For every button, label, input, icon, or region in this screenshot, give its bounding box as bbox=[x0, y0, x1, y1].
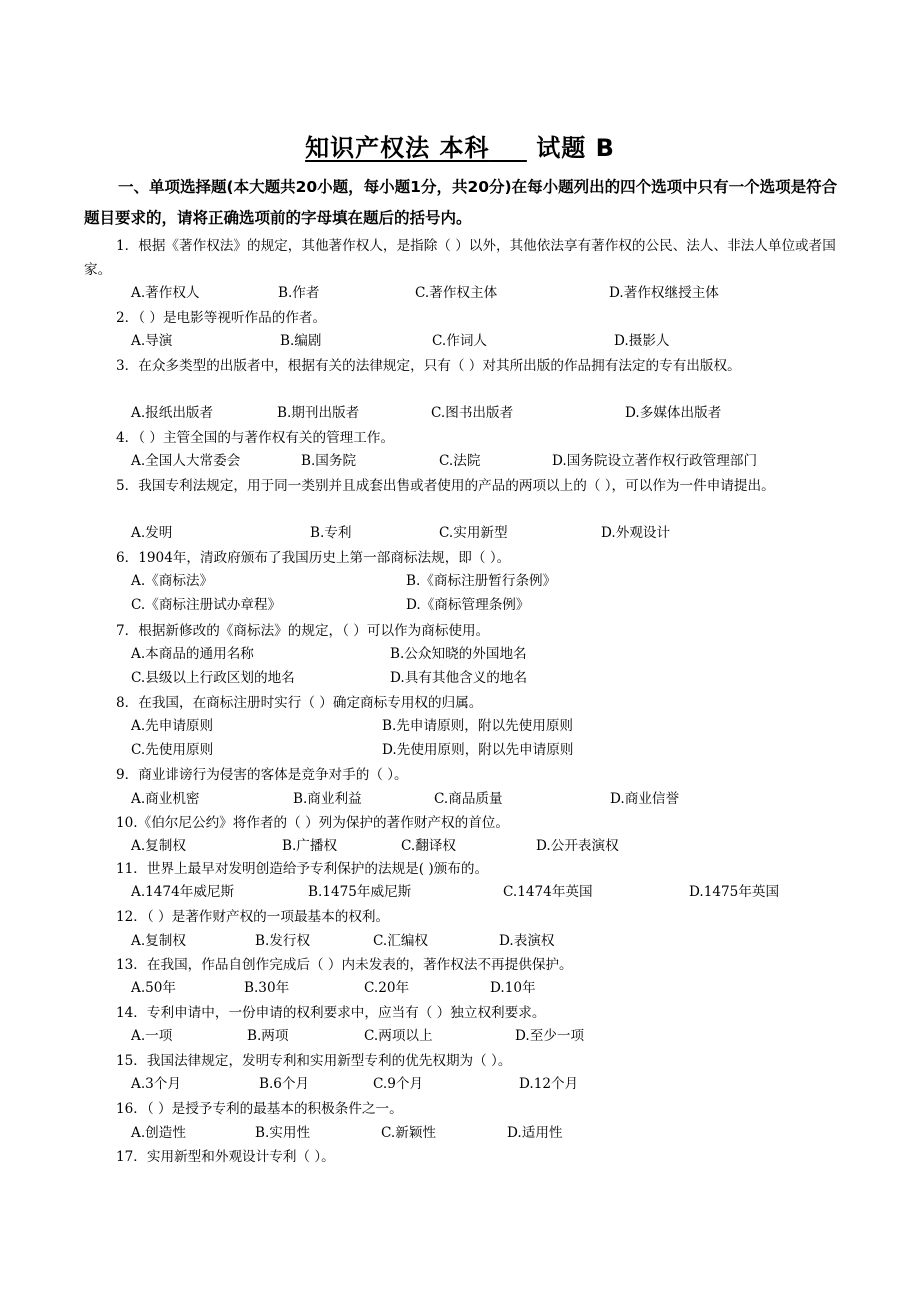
option-a: A.导演 bbox=[131, 333, 173, 349]
option-a: A.著作权人 bbox=[131, 285, 200, 301]
option-c: C.先使用原则 bbox=[131, 742, 214, 758]
option-d: D.国务院设立著作权行政管理部门 bbox=[552, 453, 758, 469]
question-15: 15．我国法律规定，发明专利和实用新型专利的优先权期为（ ）。 bbox=[116, 1053, 512, 1069]
option-b: B.专利 bbox=[310, 525, 352, 541]
question-14: 14．专利申请中，一份申请的权利要求中，应当有（ ）独立权利要求。 bbox=[116, 1005, 546, 1021]
option-d: D.多媒体出版者 bbox=[625, 405, 722, 421]
option-b: B.6个月 bbox=[259, 1076, 310, 1092]
option-c: C.著作权主体 bbox=[415, 285, 498, 301]
option-a: A.《商标法》 bbox=[131, 573, 214, 589]
question-4: 4．（ ）主管全国的与著作权有关的管理工作。 bbox=[116, 430, 395, 446]
option-b: B.《商标注册暂行条例》 bbox=[406, 573, 557, 589]
question-16: 16．（ ）是授予专利的最基本的积极条件之一。 bbox=[116, 1101, 403, 1117]
option-d: D.适用性 bbox=[507, 1125, 563, 1141]
option-d: D.《商标管理条例》 bbox=[406, 597, 530, 613]
option-c: C.翻译权 bbox=[401, 838, 457, 854]
option-c: C.实用新型 bbox=[439, 525, 508, 541]
option-b: B.实用性 bbox=[255, 1125, 311, 1141]
option-b: B.期刊出版者 bbox=[277, 405, 360, 421]
option-a: A.报纸出版者 bbox=[131, 405, 214, 421]
option-a: A.3个月 bbox=[131, 1076, 181, 1092]
option-c: C.《商标注册试办章程》 bbox=[131, 597, 282, 613]
question-5: 5．我国专利法规定，用于同一类别并且成套出售或者使用的产品的两项以上的（ ），可以作为一件申请提出。 bbox=[116, 478, 775, 494]
question-9: 9．商业诽谤行为侵害的客体是竞争对手的（ ）。 bbox=[116, 767, 408, 783]
option-d: D.至少一项 bbox=[515, 1028, 585, 1044]
question-10: 10.《伯尔尼公约》将作者的（ ）列为保护的著作财产权的首位。 bbox=[116, 815, 509, 831]
option-c: C.县级以上行政区划的地名 bbox=[131, 670, 295, 686]
option-c: C.20年 bbox=[364, 980, 410, 996]
option-c: C.法院 bbox=[439, 453, 481, 469]
option-d: D.具有其他含义的地名 bbox=[390, 670, 528, 686]
option-c: C.作词人 bbox=[432, 333, 488, 349]
question-8: 8．在我国，在商标注册时实行（ ）确定商标专用权的归属。 bbox=[116, 695, 483, 711]
option-d: D.12个月 bbox=[519, 1076, 579, 1092]
option-c: C.图书出版者 bbox=[431, 405, 514, 421]
option-b: B.1475年威尼斯 bbox=[308, 884, 412, 900]
question-2: 2．（ ）是电影等视听作品的作者。 bbox=[116, 310, 327, 326]
option-b: B.发行权 bbox=[255, 933, 311, 949]
question-1: 1．根据《著作权法》的规定，其他著作权人，是指除（ ）以外，其他依法享有著作权的公民、法人、非法人单位或者国家。 bbox=[84, 238, 836, 278]
question-12: 12．（ ）是著作财产权的一项最基本的权利。 bbox=[116, 909, 390, 925]
option-b: B.编剧 bbox=[280, 333, 322, 349]
question-11: 11．世界上最早对发明创造给予专利保护的法规是( )颁布的。 bbox=[116, 861, 489, 877]
option-a: A.先申请原则 bbox=[131, 718, 214, 734]
option-a: A.复制权 bbox=[131, 838, 186, 854]
option-a: A.1474年威尼斯 bbox=[131, 884, 235, 900]
option-b: B.作者 bbox=[278, 285, 320, 301]
option-b: B.广播权 bbox=[282, 838, 338, 854]
question-7: 7．根据新修改的《商标法》的规定，（ ）可以作为商标使用。 bbox=[116, 623, 490, 639]
option-a: A.本商品的通用名称 bbox=[131, 646, 254, 662]
option-b: B.国务院 bbox=[301, 453, 357, 469]
option-d: D.公开表演权 bbox=[536, 838, 619, 854]
section-header: 一、单项选择题(本大题共20小题，每小题1分，共20分)在每小题列出的四个选项中只有一个选项是符合题目要求的，请将正确选项前的字母填在题后的括号内。 bbox=[84, 178, 838, 227]
option-a: A.一项 bbox=[131, 1028, 173, 1044]
page-title bbox=[0, 128, 920, 163]
option-d: D.10年 bbox=[490, 980, 536, 996]
option-a: A.创造性 bbox=[131, 1125, 186, 1141]
option-b: B.30年 bbox=[244, 980, 290, 996]
option-a: A.50年 bbox=[131, 980, 177, 996]
option-d: D.摄影人 bbox=[614, 333, 670, 349]
question-13: 13．在我国，作品自创作完成后（ ）内未发表的，著作权法不再提供保护。 bbox=[116, 957, 573, 973]
option-b: B.先申请原则，附以先使用原则 bbox=[382, 718, 574, 734]
option-d: D.商业信誉 bbox=[610, 791, 680, 807]
option-c: C.两项以上 bbox=[364, 1028, 433, 1044]
question-6: 6．1904年，清政府颁布了我国历史上第一部商标法规，即（ ）。 bbox=[116, 550, 511, 566]
option-c: C.9个月 bbox=[373, 1076, 424, 1092]
option-a: A.商业机密 bbox=[131, 791, 200, 807]
title-main: 知识产权法 本科 bbox=[305, 134, 490, 162]
option-d: D.先使用原则，附以先申请原则 bbox=[382, 742, 574, 758]
option-c: C.新颖性 bbox=[381, 1125, 437, 1141]
option-b: B.商业利益 bbox=[293, 791, 362, 807]
option-a: A.全国人大常委会 bbox=[131, 453, 241, 469]
option-c: C.1474年英国 bbox=[503, 884, 593, 900]
question-17: 17．实用新型和外观设计专利（ ）。 bbox=[116, 1149, 335, 1165]
title-suffix: 试题 B bbox=[526, 134, 615, 162]
option-c: C.商品质量 bbox=[434, 791, 503, 807]
option-d: D.表演权 bbox=[499, 933, 555, 949]
option-c: C.汇编权 bbox=[373, 933, 429, 949]
title-gap bbox=[489, 134, 526, 162]
question-3: 3．在众多类型的出版者中，根据有关的法律规定，只有（ ）对其所出版的作品拥有法定的专有出版权。 bbox=[116, 358, 741, 374]
option-d: D.著作权继授主体 bbox=[609, 285, 719, 301]
option-d: D.1475年英国 bbox=[689, 884, 780, 900]
option-b: B.两项 bbox=[247, 1028, 289, 1044]
option-b: B.公众知晓的外国地名 bbox=[390, 646, 527, 662]
option-a: A.发明 bbox=[131, 525, 173, 541]
option-a: A.复制权 bbox=[131, 933, 186, 949]
option-d: D.外观设计 bbox=[601, 525, 671, 541]
